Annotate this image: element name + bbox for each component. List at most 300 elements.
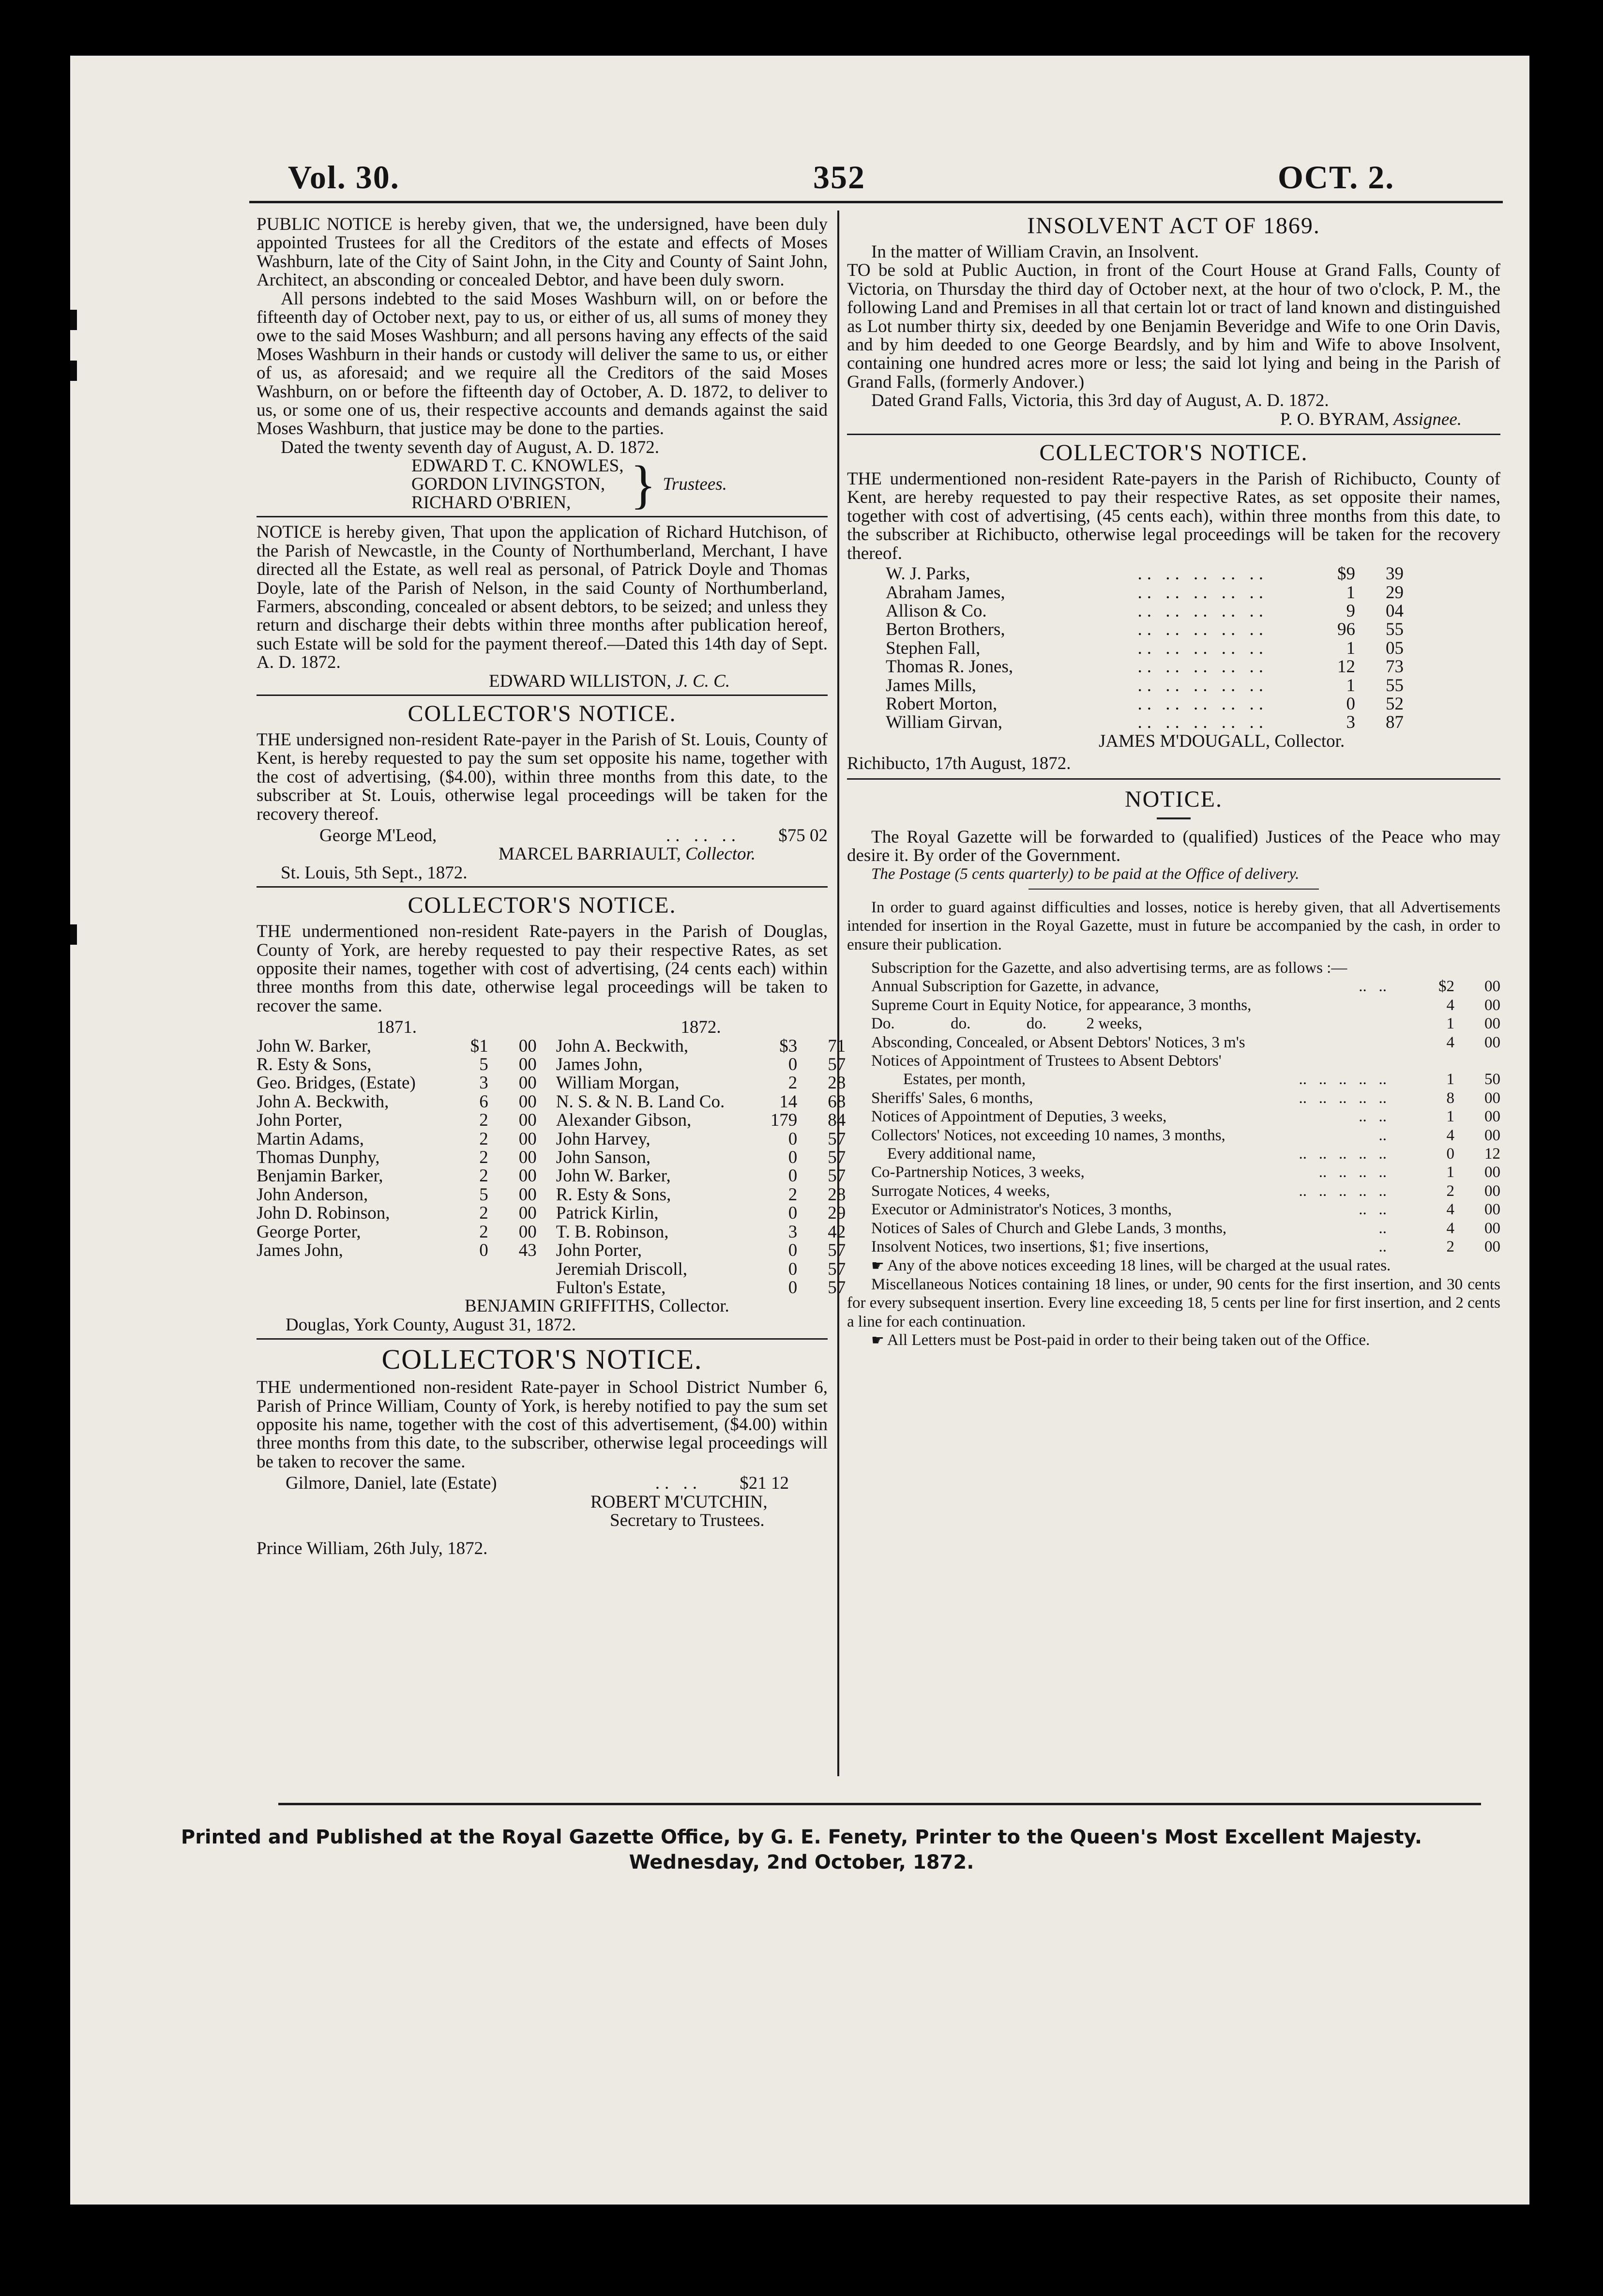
st-louis-signature — [257, 845, 828, 863]
ratepayer-name: Jeremiah Driscoll, — [556, 1259, 688, 1279]
page-number: 352 — [813, 159, 865, 196]
leader-dots: .. .. .. — [666, 825, 741, 846]
amount-cents: 28 — [828, 1073, 846, 1093]
amount-dollars: 1 — [1446, 1071, 1454, 1088]
amount-dollars: 6 — [479, 1091, 488, 1112]
amount-cents: 00 — [518, 1184, 537, 1205]
rate-description: Notices of Appointment of Trustees to Absent Debtors' — [871, 1052, 1222, 1070]
ratepayer-name: Robert Morton, — [886, 694, 998, 714]
signature-name: MARCEL BARRIAULT, — [499, 844, 681, 864]
insolvent-subheading: In the matter of William Cravin, an Insolvent. — [871, 242, 1199, 262]
amount-dollars: 0 — [788, 1203, 798, 1224]
section-divider — [847, 434, 1500, 435]
st-louis-notice — [257, 701, 828, 882]
signature-title: Collector. — [685, 844, 756, 864]
rate-row — [871, 1052, 1500, 1070]
insolvent-text: TO be sold at Public Auction, in front of the Court House at Grand Falls, County of Victoria, on Thursday the third day of October next, at the hour of two o'clock, P. M., the following Land and Premises in all that certain lot or tract of land known and distinguished as Lot number thirty six, deeded by one Benjamin Beveridge and Wife to one Orin Davis, and by him deeded to one George Beardsly, and by him and Wife to above Insolvent, containing one hundred acres more or less; the said lot lying and being in the Parish of Grand Falls, (formerly Andover.) — [847, 260, 1500, 392]
amount-dollars: 5 — [479, 1055, 488, 1075]
column-divider — [837, 211, 839, 1776]
leader-dots: .. .. .. .. .. — [1137, 564, 1268, 584]
rate-row — [556, 1260, 846, 1279]
imprint — [0, 1825, 1603, 1875]
williston-notice — [257, 523, 828, 691]
amount-dollars: 0 — [1346, 694, 1355, 714]
pointing-hand-icon: ☛ — [871, 1332, 884, 1349]
leader-dots: .. .. .. .. .. — [1137, 582, 1268, 603]
scan-margin-mark — [70, 310, 77, 330]
amount-cents: 00 — [518, 1110, 537, 1131]
amount-dollars: 9 — [1346, 601, 1355, 621]
amount-dollars: 0 — [1446, 1145, 1454, 1163]
amount-dollars: 0 — [788, 1129, 798, 1149]
rate-row — [257, 1111, 537, 1130]
amount-dollars: 4 — [1446, 1033, 1454, 1051]
issue-date: OCT. 2. — [1278, 159, 1395, 196]
gazette-terms-intro: Subscription for the Gazette, and also advertising terms, are as follows :— — [871, 959, 1347, 977]
amount-dollars: $3 — [779, 1036, 798, 1056]
amount-cents: 00 — [1484, 978, 1500, 996]
ratepayer-name: James John, — [556, 1055, 643, 1075]
trustees-notice-para1: PUBLIC NOTICE is hereby given, that we, the undersigned, have been duly appointed Trustees for all the Creditors of the estate and effects of Moses Washburn, late of the City of Saint John, in the City and County of Saint John, Architect, an absconding or concealed Debtor, and have been duly sworn. — [257, 214, 828, 290]
amount-dollars: $9 — [1337, 564, 1355, 584]
rate-description: Executor or Administrator's Notices, 3 months, — [871, 1201, 1172, 1219]
gazette-justices: The Royal Gazette will be forwarded to (qualified) Justices of the Peace who may desire it. By order of the Government. — [847, 827, 1500, 865]
section-divider — [257, 1338, 828, 1340]
trustees-notice-dated: Dated the twenty seventh day of August, A. D. 1872. — [281, 437, 660, 457]
rate-row — [886, 677, 1404, 695]
amount-dollars: $2 — [1438, 978, 1454, 996]
amount-dollars: 3 — [479, 1073, 488, 1093]
amount-cents: 29 — [1386, 582, 1404, 603]
amount-cents: 68 — [828, 1091, 846, 1112]
leader-dots: .. .. .. .. .. — [1137, 601, 1268, 621]
amount-cents: 57 — [828, 1129, 846, 1149]
amount-dollars: 5 — [479, 1184, 488, 1205]
amount-dollars: 0 — [788, 1055, 798, 1075]
amount-dollars: 0 — [788, 1148, 798, 1168]
amount-dollars: 14 — [779, 1091, 798, 1112]
rate-row — [556, 1148, 846, 1167]
amount-dollars: 0 — [788, 1277, 798, 1298]
ratepayer-name: Geo. Bridges, (Estate) — [257, 1073, 416, 1093]
amount-cents: 00 — [518, 1129, 537, 1149]
ratepayer-name: W. J. Parks, — [886, 564, 970, 584]
amount-cents: 05 — [1386, 638, 1404, 658]
rate-description: Supreme Court in Equity Notice, for appearance, 3 months, — [871, 996, 1252, 1014]
trustees-notice — [257, 215, 828, 512]
prince-william-entry — [257, 1474, 828, 1493]
amount-dollars: 1 — [1346, 638, 1355, 658]
rate-row — [556, 1130, 846, 1148]
leader-dots: .. .. .. .. — [1318, 1163, 1387, 1181]
section-divider — [847, 778, 1500, 780]
amount-dollars: 1 — [1346, 675, 1355, 695]
ratepayer-name: John A. Beckwith, — [257, 1091, 389, 1112]
notice-heading: COLLECTOR'S NOTICE. — [381, 1344, 703, 1375]
amount-cents: 57 — [828, 1240, 846, 1261]
volume-label: Vol. 30. — [288, 159, 400, 196]
rate-row — [257, 1130, 537, 1148]
amount-cents — [1454, 1052, 1500, 1070]
trustees-notice-para2: All persons indebted to the said Moses Washburn will, on or before the fifteenth day of October next, pay to us, or either of us, all sums of money they owe to the said Moses Washburn; and all persons having any effects of the said Moses Washburn in their hands or custody will deliver the same to us, or either of us, as aforesaid; and we require all the Creditors of the said Moses Washburn, on or before the fifteenth day of October, A. D. 1872, to deliver to us, or some one of us, their respective accounts and demands against the said Moses Washburn, that justice may be done to the parties. — [257, 288, 828, 439]
amount-cents: 00 — [1484, 1089, 1500, 1107]
amount-dollars: 1 — [1446, 1163, 1454, 1181]
rate-row — [886, 658, 1404, 676]
gazette-postage: The Postage (5 cents quarterly) to be paid at the Office of delivery. — [871, 865, 1300, 883]
amount-cents: 00 — [1484, 1201, 1500, 1219]
amount-cents: 57 — [828, 1259, 846, 1279]
amount-cents: 00 — [518, 1166, 537, 1186]
amount-cents: 50 — [1484, 1071, 1500, 1088]
ratepayer-name: Stephen Fall, — [886, 638, 981, 658]
amount-dollars: 2 — [1446, 1182, 1454, 1200]
notice-heading: NOTICE. — [1125, 786, 1223, 812]
st-louis-place-date: St. Louis, 5th Sept., 1872. — [281, 862, 468, 883]
amount-dollars — [1396, 1052, 1454, 1070]
rate-row — [871, 1219, 1500, 1238]
rate-row — [556, 1093, 846, 1111]
rate-row — [257, 1037, 537, 1056]
amount-dollars: 0 — [788, 1240, 798, 1261]
amount-cents: 00 — [1484, 1108, 1500, 1126]
insolvent-notice — [847, 213, 1500, 429]
rate-description: Notices of Sales of Church and Glebe Lands, 3 months, — [871, 1219, 1227, 1237]
rate-row — [871, 1182, 1500, 1200]
amount-dollars: 2 — [479, 1110, 488, 1131]
leader-dots: .. .. .. .. .. — [1137, 712, 1268, 733]
signature-name: P. O. BYRAM, — [1280, 409, 1389, 429]
amount-cents: 84 — [828, 1110, 846, 1131]
amount-dollars: 0 — [788, 1259, 798, 1279]
amount-cents: 00 — [1484, 1219, 1500, 1237]
amount-dollars: 2 — [479, 1129, 488, 1149]
amount-cents: 57 — [828, 1166, 846, 1186]
trustee-name: RICHARD O'BRIEN, — [411, 493, 571, 513]
amount-cents: 39 — [1386, 564, 1404, 584]
amount-cents: 42 — [828, 1222, 846, 1242]
imprint-date: Wednesday, 2nd October, 1872. — [629, 1851, 974, 1873]
notice-heading: COLLECTOR'S NOTICE. — [408, 892, 677, 919]
rates-1871 — [257, 1018, 546, 1297]
ratepayer-name: Gilmore, Daniel, late (Estate) — [286, 1473, 497, 1494]
year-label: 1872. — [681, 1017, 721, 1038]
gazette-cash-notice: In order to guard against difficulties and losses, notice is hereby given, that all Advertisements intended for insertion in the Royal Gazette, must in future be accompanied by the cash, in order to ensure their publication. — [847, 898, 1500, 953]
ratepayer-name: Berton Brothers, — [886, 619, 1005, 640]
rate-row — [556, 1186, 846, 1204]
amount-cents: 55 — [1386, 675, 1404, 695]
rate-row — [871, 1163, 1500, 1181]
amount-dollars: 2 — [479, 1203, 488, 1224]
amount: $75 02 — [778, 825, 828, 846]
signature-title: J. C. C. — [676, 671, 730, 691]
rate-row — [871, 1070, 1500, 1088]
ratepayer-name: T. B. Robinson, — [556, 1222, 669, 1242]
leader-dots: .. .. — [1359, 1201, 1387, 1219]
amount-dollars: 12 — [1337, 657, 1355, 677]
pointing-hand-icon: ☛ — [871, 1257, 884, 1274]
ratepayer-name: Alexander Gibson, — [556, 1110, 692, 1131]
ratepayer-name: William Morgan, — [556, 1073, 680, 1093]
ratepayer-name: William Girvan, — [886, 712, 1003, 733]
year-label: 1871. — [376, 1017, 417, 1038]
amount-dollars: $1 — [470, 1036, 488, 1056]
trustees-signature-block — [257, 457, 828, 512]
ratepayer-name: John Porter, — [257, 1110, 343, 1131]
amount-dollars: 179 — [770, 1110, 798, 1131]
ratepayer-name: R. Esty & Sons, — [257, 1055, 372, 1075]
amount-dollars: 3 — [1346, 712, 1355, 733]
gazette-notice — [847, 786, 1500, 1350]
amount-cents: 00 — [1484, 1033, 1500, 1051]
douglas-rate-table — [257, 1017, 846, 1298]
rate-row — [871, 1089, 1500, 1107]
amount-dollars: 1 — [1346, 582, 1355, 603]
rate-description: Do. do. do. 2 weeks, — [871, 1015, 1143, 1033]
rate-row — [871, 1126, 1500, 1145]
section-divider — [257, 516, 828, 517]
amount-cents: 04 — [1386, 601, 1404, 621]
leader-dots: .. .. — [1359, 1108, 1387, 1126]
rate-description: Every additional name, — [871, 1145, 1036, 1163]
rate-row — [556, 1167, 846, 1185]
rate-row — [257, 1223, 537, 1241]
ratepayer-name: George Porter, — [257, 1222, 361, 1242]
leader-dots: .. .. .. .. .. — [1299, 1145, 1387, 1163]
leader-dots: .. — [1378, 1126, 1387, 1144]
leader-dots: .. .. .. .. .. — [1137, 638, 1268, 658]
amount-cents: 28 — [828, 1184, 846, 1205]
douglas-notice — [257, 892, 846, 1335]
amount-dollars: 3 — [788, 1222, 798, 1242]
signature-title: Assignee. — [1393, 409, 1462, 429]
amount-dollars: 2 — [788, 1184, 798, 1205]
insolvent-dated: Dated Grand Falls, Victoria, this 3rd day of August, A. D. 1872. — [871, 391, 1329, 411]
rate-row — [886, 639, 1404, 658]
amount-dollars: 0 — [788, 1166, 798, 1186]
rate-description: Estates, per month, — [871, 1071, 1026, 1088]
amount-cents: 00 — [518, 1222, 537, 1242]
rate-row — [886, 620, 1404, 639]
imprint-line: Printed and Published at the Royal Gazette Office, by G. E. Fenety, Printer to the Queen's Most Excellent Majesty. — [181, 1826, 1422, 1848]
amount-dollars: 8 — [1446, 1089, 1454, 1107]
leader-dots: .. .. .. .. .. — [1137, 675, 1268, 695]
rate-row — [556, 1241, 846, 1260]
st-louis-text: THE undersigned non-resident Rate-payer in the Parish of St. Louis, County of Kent, is hereby requested to pay the sum set opposite his name, together with the cost of advertising, ($4.00), within three months from this date, to the subscriber at St. Louis, otherwise legal proceedings will be taken for the recovery thereof. — [257, 729, 828, 824]
rate-description: Annual Subscription for Gazette, in advance, — [871, 978, 1159, 996]
richibucto-signature: JAMES M'DOUGALL, Collector. — [1099, 731, 1345, 751]
ratepayer-name: John W. Barker, — [556, 1166, 671, 1186]
douglas-place-date: Douglas, York County, August 31, 1872. — [286, 1314, 576, 1335]
scan-margin-mark — [70, 361, 77, 381]
section-divider — [257, 886, 828, 888]
rate-row — [556, 1223, 846, 1241]
leader-dots: .. — [1378, 1238, 1387, 1256]
rate-row — [871, 1107, 1500, 1126]
amount-dollars: 1 — [1446, 1015, 1454, 1033]
prince-william-title: Secretary to Trustees. — [610, 1510, 765, 1530]
leader-dots: .. .. .. .. .. — [1299, 1071, 1387, 1088]
rate-row — [886, 584, 1404, 602]
amount-cents: 57 — [828, 1277, 846, 1298]
amount-cents: 87 — [1386, 712, 1404, 733]
amount-dollars: 1 — [1446, 1108, 1454, 1126]
trustee-name: EDWARD T. C. KNOWLES, — [411, 456, 624, 476]
short-divider — [1157, 817, 1191, 819]
amount-cents: 00 — [1484, 1126, 1500, 1144]
leader-dots: .. .. .. .. .. — [1299, 1182, 1387, 1200]
ratepayer-name: John D. Robinson, — [257, 1203, 390, 1224]
richibucto-place-date: Richibucto, 17th August, 1872. — [847, 754, 1071, 774]
amount-dollars: 4 — [1446, 996, 1454, 1014]
rate-description: Insolvent Notices, two insertions, $1; five insertions, — [871, 1238, 1209, 1256]
ratepayer-name: Thomas Dunphy, — [257, 1148, 380, 1168]
ratepayer-name: John A. Beckwith, — [556, 1036, 689, 1056]
amount-cents: 71 — [828, 1036, 846, 1056]
douglas-signature: BENJAMIN GRIFFITHS, Collector. — [465, 1296, 729, 1316]
amount-cents: 43 — [518, 1240, 537, 1261]
ratepayer-name: John Harvey, — [556, 1129, 650, 1149]
gazette-page — [70, 56, 1529, 2205]
rate-row — [556, 1056, 846, 1074]
leader-dots: .. .. — [655, 1473, 702, 1494]
amount: $21 12 — [740, 1473, 789, 1494]
leader-dots: .. .. .. .. .. — [1299, 1089, 1387, 1107]
rate-description: Surrogate Notices, 4 weeks, — [871, 1182, 1050, 1200]
amount-cents: 52 — [1386, 694, 1404, 714]
amount-cents: 00 — [518, 1148, 537, 1168]
rate-row — [556, 1204, 846, 1223]
amount-cents: 00 — [1484, 1015, 1500, 1033]
rate-row — [886, 602, 1404, 620]
leader-dots: .. .. — [1359, 978, 1387, 996]
rate-description: Absconding, Concealed, or Absent Debtors' Notices, 3 m's — [871, 1033, 1245, 1051]
amount-dollars: 4 — [1446, 1219, 1454, 1237]
ratepayer-name: James John, — [257, 1240, 343, 1261]
amount-cents: 00 — [1484, 1238, 1500, 1256]
amount-dollars: 96 — [1337, 619, 1355, 640]
williston-notice-text: NOTICE is hereby given, That upon the application of Richard Hutchison, of the Parish of Newcastle, in the County of Northumberland, Merchant, I have directed all the Estate, as well real as personal, of Patrick Doyle and Thomas Doyle, late of the Parish of Nelson, in the said County of Northumberland, Farmers, absconding, concealed or absent debtors, to be seized; and unless they return and discharge their debts within three months after publication hereof, such Estate will be sold for the payment thereof.—Dated this 14th day of Sept. A. D. 1872. — [257, 522, 828, 673]
williston-signature — [257, 672, 828, 691]
right-column — [847, 213, 1500, 1350]
note-text: Any of the above notices exceeding 18 lines, will be charged at the usual rates. — [887, 1256, 1391, 1274]
prince-william-notice — [257, 1344, 828, 1558]
amount-dollars: 4 — [1446, 1126, 1454, 1144]
advertising-rates-table — [847, 977, 1500, 1256]
amount-cents: 29 — [828, 1203, 846, 1224]
gazette-letters-note — [847, 1331, 1500, 1350]
header-rule — [249, 201, 1503, 203]
rate-row — [556, 1111, 846, 1130]
ratepayer-name: N. S. & N. B. Land Co. — [556, 1091, 725, 1112]
trustees-role: Trustees. — [663, 474, 727, 495]
rate-row — [871, 1014, 1500, 1033]
ratepayer-name: John Sanson, — [556, 1148, 651, 1168]
amount-cents: 00 — [518, 1091, 537, 1112]
notice-heading: INSOLVENT ACT OF 1869. — [1027, 213, 1320, 239]
brace-symbol: } — [630, 455, 656, 514]
amount-dollars: 4 — [1446, 1201, 1454, 1219]
st-louis-entry — [257, 827, 828, 845]
rate-row — [871, 996, 1500, 1014]
ratepayer-name: Fulton's Estate, — [556, 1277, 666, 1298]
ratepayer-name: Martin Adams, — [257, 1129, 364, 1149]
rate-row — [257, 1241, 537, 1260]
rate-description: Sheriffs' Sales, 6 months, — [871, 1089, 1033, 1107]
amount-cents: 00 — [518, 1055, 537, 1075]
richibucto-notice — [847, 440, 1500, 773]
rate-row — [871, 1238, 1500, 1256]
rate-description: Collectors' Notices, not exceeding 10 names, 3 months, — [871, 1126, 1225, 1144]
section-divider — [257, 695, 828, 696]
short-divider — [1028, 889, 1319, 890]
rate-row — [257, 1074, 537, 1092]
amount-cents: 00 — [1484, 1182, 1500, 1200]
rate-row — [257, 1186, 537, 1204]
amount-cents: 57 — [828, 1148, 846, 1168]
rate-row — [556, 1037, 846, 1056]
rate-row — [257, 1148, 537, 1167]
rate-row — [556, 1279, 846, 1297]
ratepayer-name: R. Esty & Sons, — [556, 1184, 671, 1205]
amount-dollars: 2 — [1446, 1238, 1454, 1256]
ratepayer-name: Patrick Kirlin, — [556, 1203, 659, 1224]
leader-dots: .. .. .. .. .. — [1137, 657, 1268, 677]
prince-william-place-date: Prince William, 26th July, 1872. — [257, 1539, 488, 1559]
notice-heading: COLLECTOR'S NOTICE. — [408, 700, 677, 726]
ratepayer-name: John Porter, — [556, 1240, 642, 1261]
amount-cents: 12 — [1484, 1145, 1500, 1163]
leader-dots: .. .. .. .. .. — [1137, 694, 1268, 714]
ratepayer-name: John W. Barker, — [257, 1036, 371, 1056]
ratepayer-name: Abraham James, — [886, 582, 1005, 603]
rate-row — [871, 1200, 1500, 1219]
amount-dollars: 2 — [788, 1073, 798, 1093]
note-text: All Letters must be Post-paid in order to their being taken out of the Office. — [887, 1331, 1370, 1349]
gazette-misc-notices: Miscellaneous Notices containing 18 lines, or under, 90 cents for the first insertion, and 30 cents for every subsequent insertion. Every line exceeding 18, 5 cents per line for first insertion, and 2 cents a line for each continuation. — [847, 1275, 1500, 1330]
amount-cents: 00 — [518, 1203, 537, 1224]
rate-row — [871, 1145, 1500, 1163]
rate-row — [257, 1093, 537, 1111]
ratepayer-name: Benjamin Barker, — [257, 1166, 383, 1186]
rate-row — [257, 1056, 537, 1074]
rate-description: Co-Partnership Notices, 3 weeks, — [871, 1163, 1085, 1181]
insolvent-signature — [847, 410, 1500, 429]
richibucto-rate-table — [847, 565, 1500, 732]
scan-margin-mark — [70, 924, 77, 945]
amount-dollars: 2 — [479, 1148, 488, 1168]
ratepayer-name: Allison & Co. — [886, 601, 987, 621]
ratepayer-name: John Anderson, — [257, 1184, 368, 1205]
rate-row — [871, 1033, 1500, 1052]
rate-row — [257, 1204, 537, 1223]
signature-name: EDWARD WILLISTON, — [489, 671, 671, 691]
rate-row — [886, 565, 1404, 583]
rate-row — [257, 1167, 537, 1185]
amount-cents: 00 — [1484, 996, 1500, 1014]
notice-heading: COLLECTOR'S NOTICE. — [1039, 440, 1308, 466]
trustee-name: GORDON LIVINGSTON, — [411, 474, 605, 495]
ratepayer-name: James Mills, — [886, 675, 977, 695]
amount-cents: 55 — [1386, 619, 1404, 640]
leader-dots: .. .. .. .. .. — [1137, 619, 1268, 640]
footer-rule — [278, 1803, 1481, 1805]
rate-row — [871, 977, 1500, 996]
amount-dollars: 2 — [479, 1222, 488, 1242]
richibucto-text: THE undermentioned non-resident Rate-payers in the Parish of Richibucto, County of Kent, are hereby requested to pay their respective Rates, as set opposite their names, together with cost of advertising, (45 cents each), within three months from this date, to the subscriber at Richibucto, otherwise legal proceedings will be taken for the recovery thereof. — [847, 469, 1500, 563]
amount-dollars: 0 — [479, 1240, 488, 1261]
amount-cents: 73 — [1386, 657, 1404, 677]
left-column — [257, 214, 846, 1559]
